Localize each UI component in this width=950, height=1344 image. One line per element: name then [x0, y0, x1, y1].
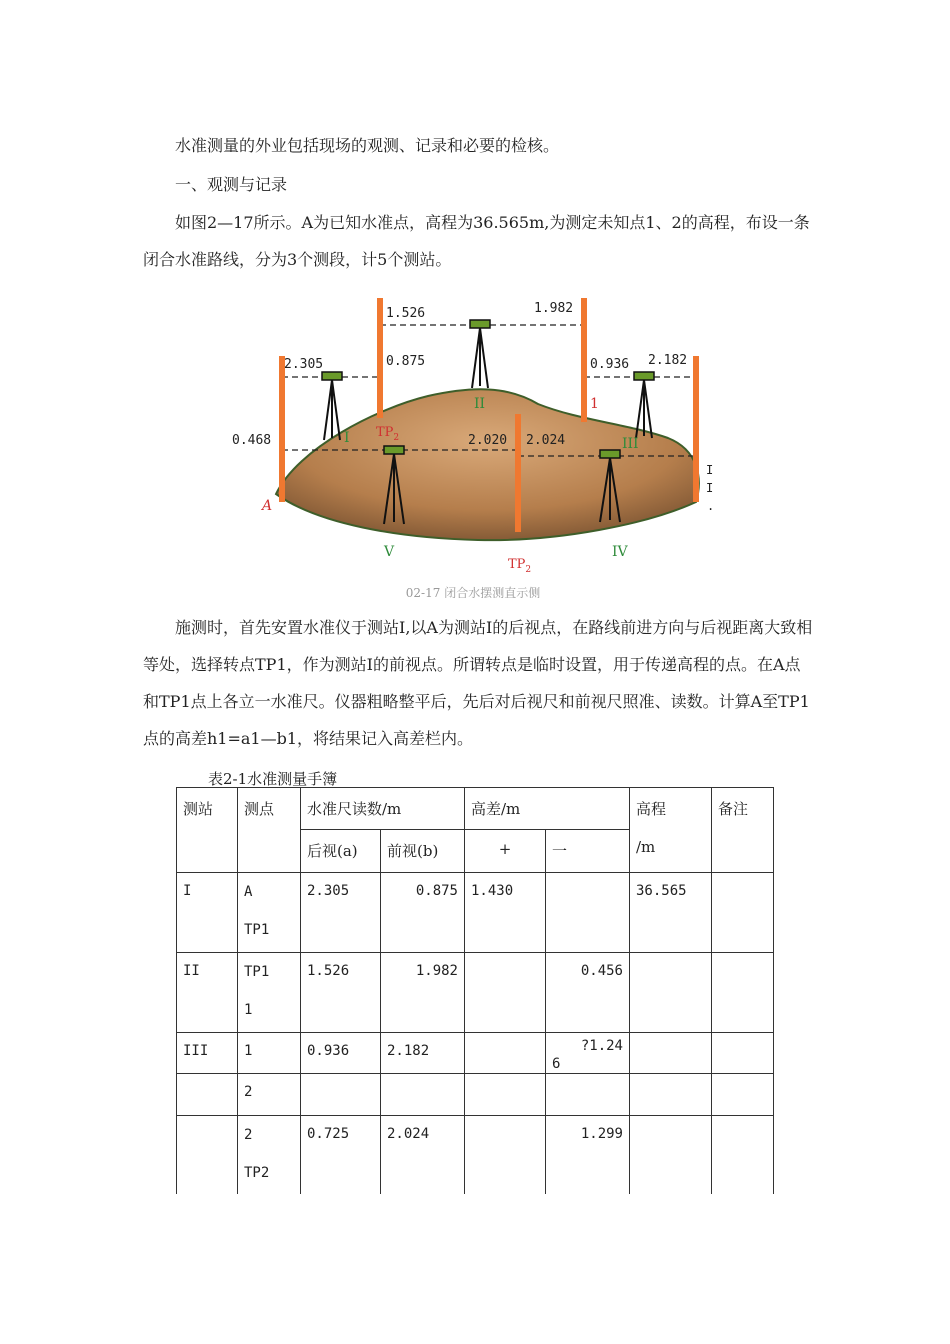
cell-minus: ?1.24 6 — [546, 1033, 630, 1074]
hill-shape — [276, 389, 699, 540]
cell-fore — [381, 1074, 465, 1116]
station-label: I — [344, 430, 350, 446]
page-bottom-blank — [0, 1194, 950, 1344]
header-station: 测站 — [177, 788, 238, 873]
cell-plus — [465, 1074, 546, 1116]
cell-back: 1.526 — [301, 953, 381, 1033]
reading-label: 2.020 — [468, 433, 508, 448]
cell-points: A TP1 — [238, 873, 301, 953]
cell-plus — [465, 1116, 546, 1196]
cell-minus: 1.299 — [546, 1116, 630, 1196]
reading-label: 0.936 — [590, 357, 630, 372]
cell-station: II — [177, 953, 238, 1033]
cell-station: I — [177, 873, 238, 953]
cell-minus: 0.456 — [546, 953, 630, 1033]
station-label: II — [474, 396, 486, 412]
cell-back — [301, 1074, 381, 1116]
cell-points: 1 — [238, 1033, 301, 1074]
reading-label: 2.024 — [526, 433, 566, 448]
cell-points: TP1 1 — [238, 953, 301, 1033]
cell-note — [712, 873, 774, 953]
cell-fore: 2.182 — [381, 1033, 465, 1074]
header-elevation: 高程 /m — [630, 788, 712, 873]
table-row — [177, 1033, 774, 1074]
cell-minus — [546, 1074, 630, 1116]
table-row — [177, 1116, 774, 1196]
cell-station — [177, 1074, 238, 1116]
leveling-diagram — [228, 288, 718, 598]
staff-pole — [279, 356, 285, 502]
cell-station: III — [177, 1033, 238, 1074]
header-diff: 高差/m — [465, 788, 630, 830]
reading-label: 1.982 — [534, 301, 574, 316]
figure-caption: 02-17 闭合水摆测直示侧 — [405, 586, 541, 598]
station-label: IV — [612, 544, 628, 560]
cell-elevation: 36.565 — [630, 873, 712, 953]
point-label-tp2-upper: $TP_2$ — [376, 425, 400, 443]
reading-label: 0.875 — [386, 354, 426, 369]
point-label-2-part: I — [706, 481, 714, 495]
cell-note — [712, 1074, 774, 1116]
reading-label: 0.468 — [232, 433, 272, 448]
leveling-figure — [228, 288, 718, 598]
staff-pole — [515, 414, 521, 532]
header-fore: 前视(b) — [381, 830, 465, 873]
cell-note — [712, 1033, 774, 1074]
leveling-log-table — [176, 787, 774, 1196]
staff-pole — [693, 356, 699, 502]
cell-fore: 0.875 — [381, 873, 465, 953]
table-row — [177, 873, 774, 953]
cell-plus: 1.430 — [465, 873, 546, 953]
table-caption: 表2-1水准测量手簿 — [208, 770, 338, 788]
cell-minus — [546, 873, 630, 953]
cell-back: 0.936 — [301, 1033, 381, 1074]
cell-elevation — [630, 1116, 712, 1196]
cell-points: 2 TP2 — [238, 1116, 301, 1196]
point-label-2-part: . — [707, 499, 715, 513]
cell-points: 2 — [238, 1074, 301, 1116]
paragraph-figure-desc: 如图2—17所示。A为已知水准点，高程为36.565m,为测定未知点1、2的高程，布设一条闭合水准路线，分为3个测段，计5个测站。 — [143, 213, 810, 269]
paragraph-intro: 水准测量的外业包括现场的观测、记录和必要的检核。 — [175, 136, 560, 155]
cell-plus — [465, 953, 546, 1033]
cell-elevation — [630, 953, 712, 1033]
table-row — [177, 1074, 774, 1116]
staff-pole — [581, 298, 587, 422]
cell-plus — [465, 1033, 546, 1074]
reading-label: 1.526 — [386, 306, 426, 321]
cell-station — [177, 1116, 238, 1196]
cell-fore: 1.982 — [381, 953, 465, 1033]
header-back: 后视(a) — [301, 830, 381, 873]
station-label: V — [384, 544, 395, 560]
station-label: III — [622, 436, 639, 452]
staff-pole — [377, 298, 383, 418]
header-plus: + — [465, 830, 546, 873]
cell-back: 2.305 — [301, 873, 381, 953]
point-label-a: A — [262, 498, 273, 514]
reading-label: 2.182 — [648, 353, 688, 368]
cell-note — [712, 953, 774, 1033]
section-heading: 一、观测与记录 — [175, 175, 288, 194]
paragraph-procedure: 施测时，首先安置水准仪于测站I,以A为测站I的后视点，在路线前进方向与后视距离大致相等处，选择转点TP1，作为测站I的前视点。所谓转点是临时设置，用于传递高程的点。在A点和TP1点上各立一水准尺。仪器粗略整平后，先后对后视尺和前视尺照准、读数。计算A至TP1点的高差h1=a1—b1，将结果记入高差栏内。 — [143, 618, 813, 748]
reading-label: 2.305 — [284, 357, 324, 372]
header-minus: 一 — [546, 830, 630, 873]
header-point: 测点 — [238, 788, 301, 873]
table-row — [177, 953, 774, 1033]
point-label-1: 1 — [590, 396, 599, 412]
cell-back: 0.725 — [301, 1116, 381, 1196]
cell-note — [712, 1116, 774, 1196]
cell-elevation — [630, 1033, 712, 1074]
point-label-2-part: I — [706, 463, 714, 477]
point-label-tp2-lower: $TP_2$ — [508, 557, 532, 575]
header-reading: 水准尺读数/m — [301, 788, 465, 830]
cell-fore: 2.024 — [381, 1116, 465, 1196]
cell-elevation — [630, 1074, 712, 1116]
header-note: 备注 — [712, 788, 774, 873]
